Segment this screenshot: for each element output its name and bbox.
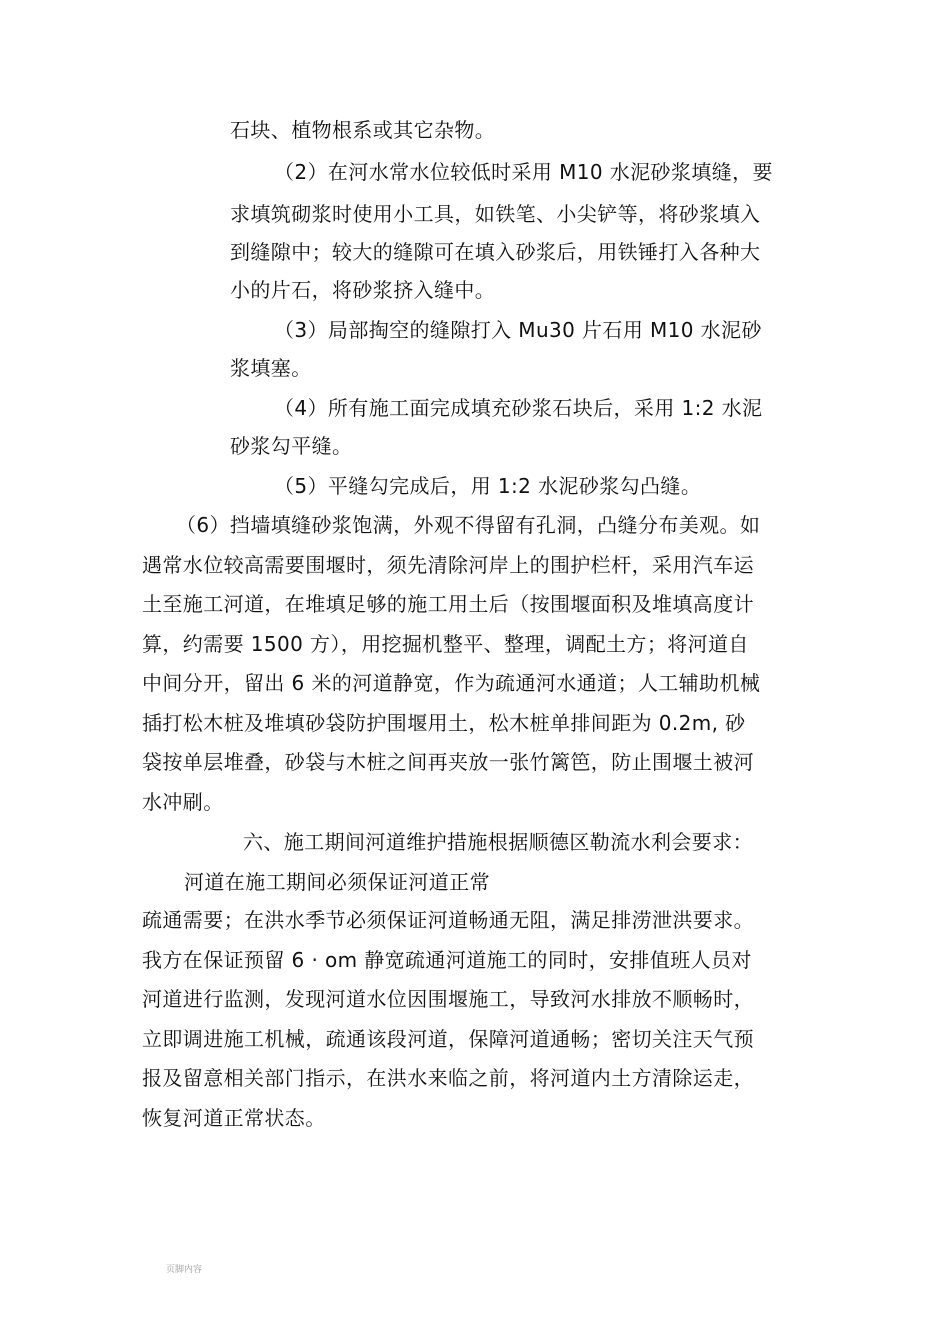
text-line: 中间分开，留出 6 米的河道静宽，作为疏通河水通道；人工辅助机械 <box>142 671 761 695</box>
text-line: （3）局部掏空的缝隙打入 Mu30 片石用 M10 水泥砂 <box>274 318 762 342</box>
text-line: 土至施工河道，在堆填足够的施工用土后（按围堰面积及堆填高度计 <box>142 592 754 616</box>
text-line: 疏通需要；在洪水季节必须保证河道畅通无阻，满足排涝泄洪要求。 <box>142 908 754 932</box>
text-line: 石块、植物根系或其它杂物。 <box>230 118 496 142</box>
text-line: （4）所有施工面完成填充砂浆石块后，采用 1:2 水泥 <box>274 396 763 420</box>
page-footer: 页脚内容 <box>166 1265 203 1275</box>
text-line: 河道在施工期间必须保证河道正常 <box>184 870 490 894</box>
text-line: （6）挡墙填缝砂浆饱满，外观不得留有孔洞，凸缝分布美观。如 <box>176 513 761 537</box>
text-line: 袋按单层堆叠，砂袋与木桩之间再夹放一张竹篱笆，防止围堰土被河 <box>142 750 754 774</box>
text-line: 遇常水位较高需要围堰时，须先清除河岸上的围护栏杆，采用汽车运 <box>142 553 754 577</box>
text-line: 立即调进施工机械，疏通该段河道，保障河道通畅；密切关注天气预 <box>142 1027 754 1051</box>
text-line: （2）在河水常水位较低时采用 M10 水泥砂浆填缝，要 <box>274 160 773 184</box>
text-line: 水冲刷。 <box>142 790 224 814</box>
text-line: 求填筑砌浆时使用小工具，如铁笔、小尖铲等，将砂浆填入 <box>230 202 761 226</box>
text-line: 到缝隙中；较大的缝隙可在填入砂浆后，用铁锤打入各种大 <box>230 240 761 264</box>
text-line: 我方在保证预留 6 · om 静宽疏通河道施工的同时，安排值班人员对 <box>142 948 752 972</box>
text-line: 河道进行监测，发现河道水位因围堰施工，导致河水排放不顺畅时， <box>142 987 754 1011</box>
text-line: （5）平缝勾完成后，用 1:2 水泥砂浆勾凸缝。 <box>274 474 702 498</box>
section-heading: 六、施工期间河道维护措施根据顺德区勒流水利会要求： <box>243 830 753 854</box>
text-line: 算，约需要 1500 方），用挖掘机整平、整理，调配土方；将河道自 <box>142 632 749 656</box>
text-line: 小的片石，将砂浆挤入缝中。 <box>230 278 496 302</box>
text-line: 浆填塞。 <box>230 356 312 380</box>
text-line: 恢复河道正常状态。 <box>142 1106 326 1130</box>
text-line: 插打松木桩及堆填砂袋防护围堰用土，松木桩单排间距为 0.2m, 砂 <box>142 711 746 735</box>
text-line: 报及留意相关部门指示，在洪水来临之前，将河道内土方清除运走， <box>142 1066 754 1090</box>
text-line: 砂浆勾平缝。 <box>230 434 353 458</box>
